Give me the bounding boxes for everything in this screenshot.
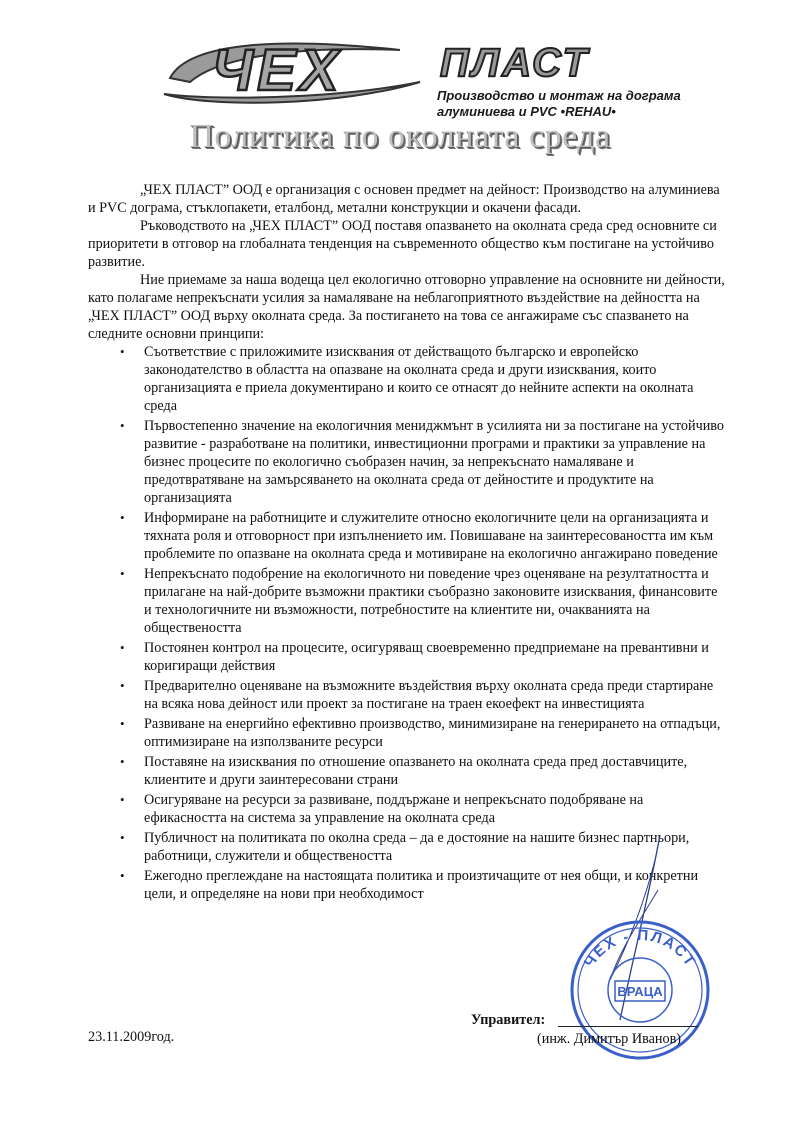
list-item xyxy=(88,343,728,415)
bullet-icon: • xyxy=(120,792,125,807)
stamp-top-text: ЧЕХ - ПЛАСТ xyxy=(580,926,700,971)
list-item xyxy=(88,639,728,675)
bullet-icon: • xyxy=(120,716,125,731)
list-item xyxy=(88,417,728,507)
list-item-text: Осигуряване на ресурси за развиване, поддържане и непрекъснато подобряване на ефикасността на система за управление на околната среда xyxy=(144,792,644,826)
manager-name: (инж. Димитър Иванов) xyxy=(537,1031,681,1047)
manager-label: Управител: xyxy=(471,1012,546,1028)
signature-line xyxy=(558,1026,698,1027)
logo-text-secondary: ПЛАСТ xyxy=(440,41,590,85)
tagline-line-1: Производство и монтаж на дограма xyxy=(437,88,681,103)
company-tagline xyxy=(437,88,681,120)
list-item-text: Поставяне на изисквания по отношение опазването на околната среда пред доставчиците, клиентите и други заинтересовани страни xyxy=(144,754,688,788)
list-item-text: Съответствие с приложимите изисквания от действащото българско и европейско законодателство в областта на опазване на околната среда и други изисквания, които организацията е приела документирано и които се отнасят до нейните аспекти на околната среда xyxy=(144,344,694,414)
bullet-icon: • xyxy=(120,510,125,525)
list-item xyxy=(88,565,728,637)
principles-list xyxy=(88,343,728,903)
document-date: 23.11.2009год. xyxy=(88,1029,175,1045)
list-item-text: Ежегодно преглеждане на настоящата политика и произтичащите от нея общи, и конкретни цели, и определяне на нови при необходимост xyxy=(144,868,699,902)
bullet-icon: • xyxy=(120,344,125,359)
list-item xyxy=(88,677,728,713)
bullet-icon: • xyxy=(120,418,125,433)
list-item-text: Непрекъснато подобрение на екологичното ни поведение чрез оценяване на резултатността и прилагане на най-добрите възможни практики съобразно законовите изисквания, финансовите и технологичните ни възможности, потребностите на клиентите ни, очакванията на обществеността xyxy=(144,566,718,636)
paragraph-goal: Ние приемаме за наша водеща цел екологично отговорно управление на основните ни дейности, като полагаме непрекъснати усилия за намаляване на неблагоприятното въздействие на дейността на „ЧЕХ ПЛАСТ” ООД върху околната среда. За постигането на това се ангажираме със спазването на следните основни принципи: xyxy=(88,272,725,342)
bullet-icon: • xyxy=(120,678,125,693)
bullet-icon: • xyxy=(120,566,125,581)
logo-text-main: ЧЕХ xyxy=(212,38,343,103)
paragraph-intro: „ЧЕХ ПЛАСТ” ООД е организация с основен предмет на дейност: Производство на алуминиева и PVC дограма, стъклопакети, еталбонд, метални конструкции и окачени фасади. xyxy=(88,182,720,216)
list-item xyxy=(88,715,728,751)
bullet-icon: • xyxy=(120,830,125,845)
list-item-text: Информиране на работниците и служителите относно екологичните цели на организацията и тяхната роля и отговорност при изпълнението им. Повишаване на заинтересоваността им към проблемите по опазване на околната среда и мотивиране на екологично ангажирано поведение xyxy=(144,510,718,562)
bullet-icon: • xyxy=(120,868,125,883)
list-item-text: Публичност на политиката по околна среда – да е достояние на нашите бизнес партньори, работници, служители и обществеността xyxy=(144,830,690,864)
stamp-center-text: ВРАЦА xyxy=(617,984,663,999)
document-title: Политика по околната среда xyxy=(189,118,611,155)
svg-text:ЧЕХ - ПЛАСТ xyxy=(581,927,699,971)
list-item xyxy=(88,753,728,789)
list-item xyxy=(88,509,728,563)
document-body xyxy=(88,181,728,905)
list-item-text: Първостепенно значение на екологичния мениджмънт в усилията ни за постигане на устойчиво развитие - разработване на политики, инвестиционни програми и практики за управление на бизнес процесите по екологично съобразен начин, за непрекъснато намаляване и предотвратяване на замърсяването на околната среда от дейностите и продуктите на организацията xyxy=(144,418,725,506)
list-item xyxy=(88,791,728,827)
list-item-text: Развиване на енергийно ефективно производство, минимизиране на генерирането на отпадъци, оптимизиране на използваните ресурси xyxy=(144,716,721,750)
list-item-text: Предварително оценяване на възможните въздействия върху околната среда преди стартиране на всяка нова дейност или проект за постигане на траен екоефект на инвестицията xyxy=(144,678,714,712)
tagline-line-2: алуминиева и PVC •REHAU• xyxy=(437,104,616,119)
paragraph-management: Ръководството на „ЧЕХ ПЛАСТ” ООД поставя опазването на околната среда сред основните си приоритети в отговор на глобалната тенденция на съвременното общество към постигане на устойчиво развитие. xyxy=(88,218,717,270)
list-item-text: Постоянен контрол на процесите, осигуряващ своевременно предприемане на превантивни и коригиращи действия xyxy=(144,640,709,674)
bullet-icon: • xyxy=(120,640,125,655)
bullet-icon: • xyxy=(120,754,125,769)
